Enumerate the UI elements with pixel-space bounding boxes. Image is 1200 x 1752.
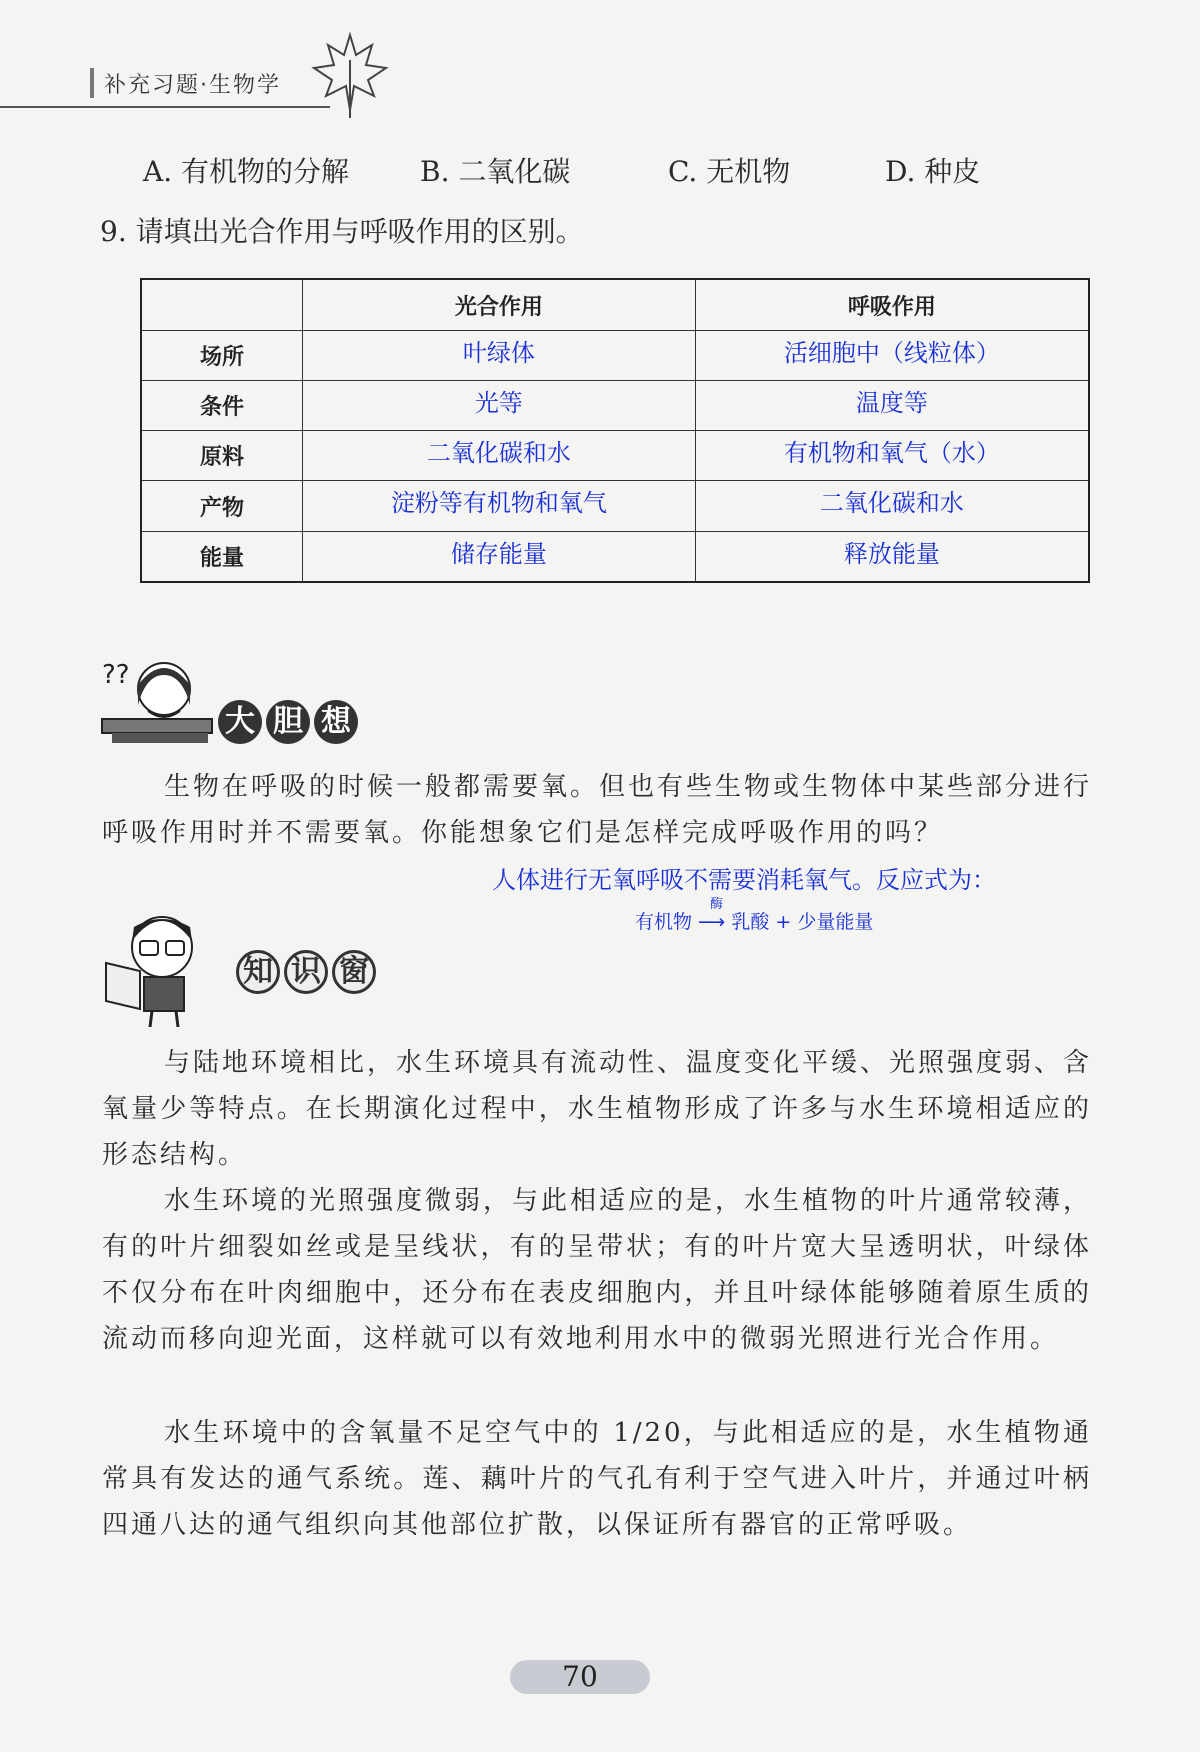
question-9: 9. 请填出光合作用与呼吸作用的区别。 [100,215,584,248]
page-number-badge [510,1652,650,1702]
table-corner [141,279,303,331]
answer-cell: 储存能量 [303,531,696,582]
answer-cell: 释放能量 [695,531,1089,582]
badge-char: 识 [284,950,328,994]
row-head: 原料 [141,431,303,481]
table-row [141,531,1089,582]
paragraph-text: 水生环境中的含氧量不足空气中的 1/20，与此相适应的是，水生植物通常具有发达的通气系统。莲、藕叶片的气孔有利于空气进入叶片，并通过叶柄四通八达的通气组织向其他部位扩散，以保证所有器官的正常呼吸。 [102,1418,1092,1540]
column-respiration: 呼吸作用 [695,279,1089,331]
row-head: 产物 [141,481,303,531]
maple-leaf-icon [310,30,390,120]
answer-cell: 二氧化碳和水 [303,431,696,481]
answer-cell: 淀粉等有机物和氧气 [303,481,696,531]
badge-char: 想 [314,700,358,744]
comparison-table [140,278,1090,583]
table-row [141,381,1089,431]
answer-cell: 有机物和氧气（水） [695,431,1089,481]
answer-cell: 温度等 [695,381,1089,431]
header-title: 补充习题·生物学 [104,73,281,98]
badge-char: 胆 [266,700,310,744]
answer-cell: 活细胞中（线粒体） [695,331,1089,381]
answer-cell: 二氧化碳和水 [695,481,1089,531]
row-head: 条件 [141,381,303,431]
imagine-text: 生物在呼吸的时候一般都需要氧。但也有些生物或生物体中某些部分进行呼吸作用时并不需要氧。你能想象它们是怎样完成呼吸作用的吗？ [102,772,1093,848]
answer-cell: 叶绿体 [303,331,696,381]
reading-boy-illustration [100,905,210,1030]
row-head: 能量 [141,531,303,582]
badge-char: 窗 [332,950,376,994]
knowledge-paragraph-3 [102,1410,1092,1548]
paragraph-text: 与陆地环境相比，水生环境具有流动性、温度变化平缓、光照强度弱、含氧量少等特点。在长期演化过程中，水生植物形成了许多与水生环境相适应的形态结构。 [102,1048,1093,1170]
reaction-equation: 有机物 ⟶ 乳酸 + 少量能量 [635,911,874,933]
badge-char: 大 [218,700,262,744]
option-d: D. 种皮 [885,155,981,188]
row-head: 场所 [141,331,303,381]
paragraph-text: 水生环境的光照强度微弱，与此相适应的是，水生植物的叶片通常较薄，有的叶片细裂如丝或是呈线状，有的呈带状；有的叶片宽大呈透明状，叶绿体不仅分布在叶肉细胞中，还分布在表皮细胞内，并且叶绿体能够随着原生质的流动而移向迎光面，这样就可以有效地利用水中的微弱光照进行光合作用。 [102,1186,1093,1354]
option-c: C. 无机物 [668,155,791,188]
header-marker [90,68,94,98]
thinking-girl-illustration [98,655,216,747]
handwritten-answer-line1: 人体进行无氧呼吸不需要消耗氧气。反应式为： [492,866,996,894]
enzyme-label: 酶 [710,897,724,912]
page-number: 70 [562,1660,598,1693]
table-header-row [141,279,1089,331]
imagine-prompt [102,764,1092,856]
column-photosynthesis: 光合作用 [303,279,696,331]
knowledge-paragraph-2 [102,1178,1092,1362]
section-badge-knowledge [236,950,380,994]
option-a: A. 有机物的分解 [143,155,350,188]
table-row [141,481,1089,531]
badge-char: 知 [236,950,280,994]
header-rule [0,106,330,108]
svg-text:??: ?? [102,660,130,690]
page-header [0,40,420,120]
table-row [141,431,1089,481]
option-b: B. 二氧化碳 [420,155,571,188]
knowledge-paragraph-1 [102,1040,1092,1178]
answer-cell: 光等 [303,381,696,431]
table-row [141,331,1089,381]
section-badge-imagine [218,700,362,744]
